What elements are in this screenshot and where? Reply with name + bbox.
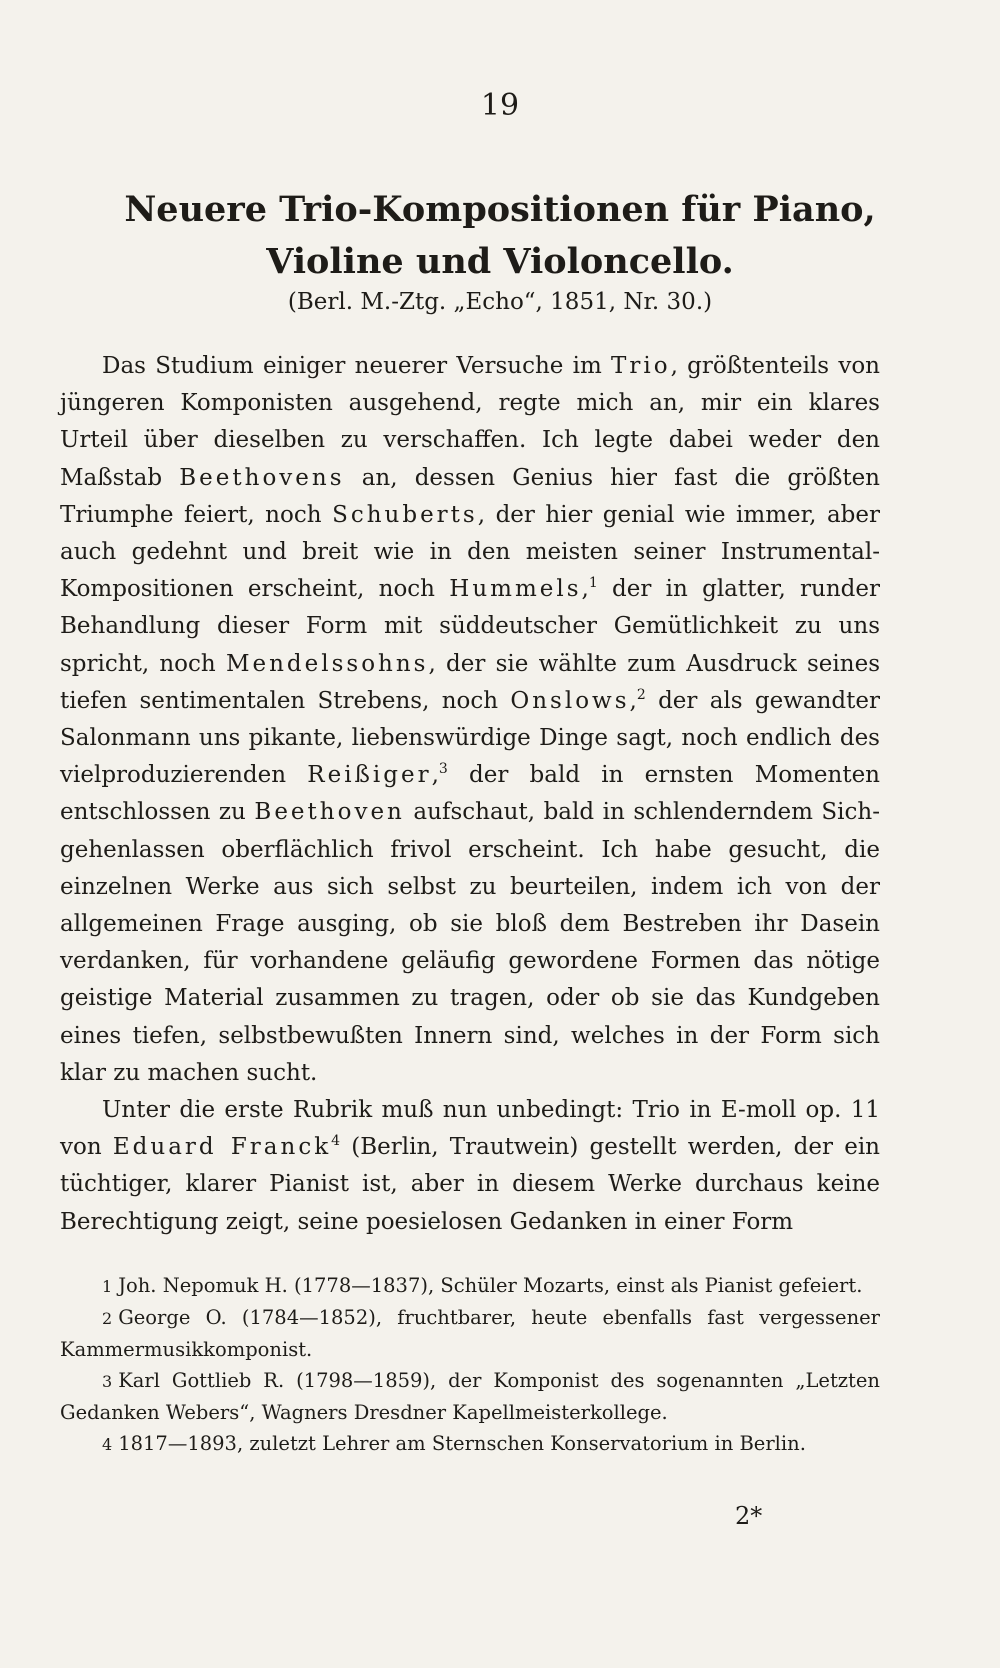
footnote-ref-1: 1 (588, 575, 598, 592)
footnote-ref-4: 4 (331, 1133, 341, 1150)
text-run: der in glatter, runder Behandlung dieser Form mit süddeutscher Gemütlichkeit zu uns spricht, noch (60, 576, 880, 677)
footnote-text: George O. (1784—1852), fruchtbarer, heute ebenfalls fast vergessener Kammermusikkomponist. (60, 1306, 880, 1361)
footnote-number: 2 (102, 1309, 113, 1328)
emphasis-trio: Trio (611, 353, 671, 379)
paragraph-2 (60, 1092, 880, 1241)
emphasis-hummel: Hummels (449, 576, 582, 603)
text-run: der bald in ernsten Momenten entschlossen zu (60, 762, 880, 826)
text-run: der als gewandter Salonmann uns pikante, liebenswürdige Dinge sagt, noch endlich des vielproduzierenden (60, 687, 880, 789)
page-number (0, 86, 1000, 126)
footnote-number: 4 (102, 1435, 113, 1454)
text-run: , der hier genial wie immer, aber auch gedehnt und breit wie in den meisten seiner Instrumental-Kompositionen erscheint, noch (60, 501, 880, 603)
text-run: Unter die erste Rubrik muß nun unbedingt: Trio in E-moll op. 11 von (60, 1097, 880, 1161)
footnote-2 (60, 1302, 880, 1365)
footnote-3 (60, 1365, 880, 1428)
text-run: Das Studium einiger neuerer Versuche im (102, 353, 612, 379)
emphasis-franck: Eduard Franck (112, 1134, 332, 1161)
footnote-ref-3: 3 (438, 761, 448, 778)
emphasis-beethoven: Beethoven (254, 799, 405, 826)
footnote-text: 1817—1893, zuletzt Lehrer am Sternschen Konservatorium in Berlin. (118, 1432, 806, 1455)
page-number-value: 19 (480, 88, 520, 123)
footnote-text: Joh. Nepomuk H. (1778—1837), Schüler Mozarts, einst als Pianist gefeiert. (118, 1274, 863, 1297)
footnote-text: Karl Gottlieb R. (1798—1859), der Komponist des sogenannten „Letzten Gedanken Webers“, Wagners Dresdner Kapellmeisterkollege. (60, 1369, 880, 1424)
article-title: Neuere Trio-Kompositionen für Piano, Violine und Violoncello. (124, 189, 876, 282)
text-run: , größtenteils von jüngeren Komponisten ausgehend, regte mich an, mir ein klares Urteil über dieselben zu verschaffen. Ich legte dabei weder den Maßstab (60, 353, 880, 491)
text-run: an, dessen Genius hier fast die größten Triumphe feiert, noch (60, 464, 880, 528)
footnote-1 (60, 1270, 880, 1302)
emphasis-mendelssohn: Mendelssohns (225, 650, 429, 677)
emphasis-reissiger: Reißiger (307, 762, 432, 789)
emphasis-beethoven: Beethovens (179, 464, 345, 491)
footnote-number: 1 (102, 1277, 113, 1296)
footnote-4 (60, 1428, 880, 1460)
footnote-ref-2: 2 (636, 686, 646, 703)
text-run: aufschaut, bald in schlenderndem Sich-gehenlassen oberflächlich frivol erscheint. Ich habe gesucht, die einzelnen Werke aus sich selbst zu beurteilen, indem ich von der allgemeinen Frage ausging, ob sie bloß dem Bestreben ihr Dasein verdanken, für vorhandene geläufig gewordene Formen das nötige geistige Material zusammen zu tragen, oder ob sie das Kundgeben eines tiefen, selbstbewußten Innern sind, welches in der Form sich klar zu machen sucht. (60, 799, 881, 1086)
footnotes (60, 1270, 880, 1460)
text-run: (Berlin, Trautwein) gestellt werden, der ein tüchtiger, klarer Pianist ist, aber in diesem Werke durchaus keine Berechtigung zeigt, seine poesielosen Gedanken in einer Form (60, 1134, 880, 1235)
signature-mark: 2* (735, 1502, 763, 1530)
footnote-number: 3 (102, 1372, 113, 1391)
paragraph-1: Das Studium einiger neuerer Versuche im Trio, größtenteils von jüngeren Komponisten ausgehend, regte mich an, mir ein klares Urteil über dieselben zu verschaffen. Ich legte dabei weder den Maßstab Beethovens an, dessen Genius hier fast die größten Triumphe feiert, noch Schuberts, der hier genial wie immer, aber auch gedehnt und breit wie in den meisten seiner Instrumental-Kompositionen erscheint, noch Hummels,$^1$ der in glatter, runder Behandlung dieser Form mit süddeutscher Gemütlichkeit zu uns spricht, noch Mendelssohns, der sie wählte zum Ausdruck seines tiefen sentimentalen Strebens, noch Onslows,$^2$ der als gewandter Salonmann uns pikante, liebenswürdige Dinge sagt, noch endlich des vielproduzierenden Reißiger,$^3$ der bald in ernsten Momenten entschlossen zu Beethoven aufschaut, bald in schlenderndem Sich-gehenlassen oberflächlich frivol erscheint. Ich habe gesucht, die einzelnen Werke aus sich selbst zu beurteilen, indem ich von der allgemeinen Frage ausging, ob sie bloß dem Bestreben ihr Dasein verdanken, für vorhandene geläufig gewordene Formen das nötige geistige Material zusammen zu tragen, oder ob sie das Kundgeben eines tiefen, selbstbewußten Innern sind, welches in der Form sich klar zu machen sucht. (60, 353, 881, 1086)
article-source: (Berl. M.-Ztg. „Echo“, 1851, Nr. 30.) (287, 289, 713, 315)
article-body (60, 348, 880, 1241)
emphasis-schubert: Schuberts (332, 501, 478, 528)
emphasis-onslow: Onslows (510, 687, 630, 714)
text-run: , der sie wählte zum Ausdruck seines tiefen sentimentalen Strebens, noch (60, 650, 880, 714)
